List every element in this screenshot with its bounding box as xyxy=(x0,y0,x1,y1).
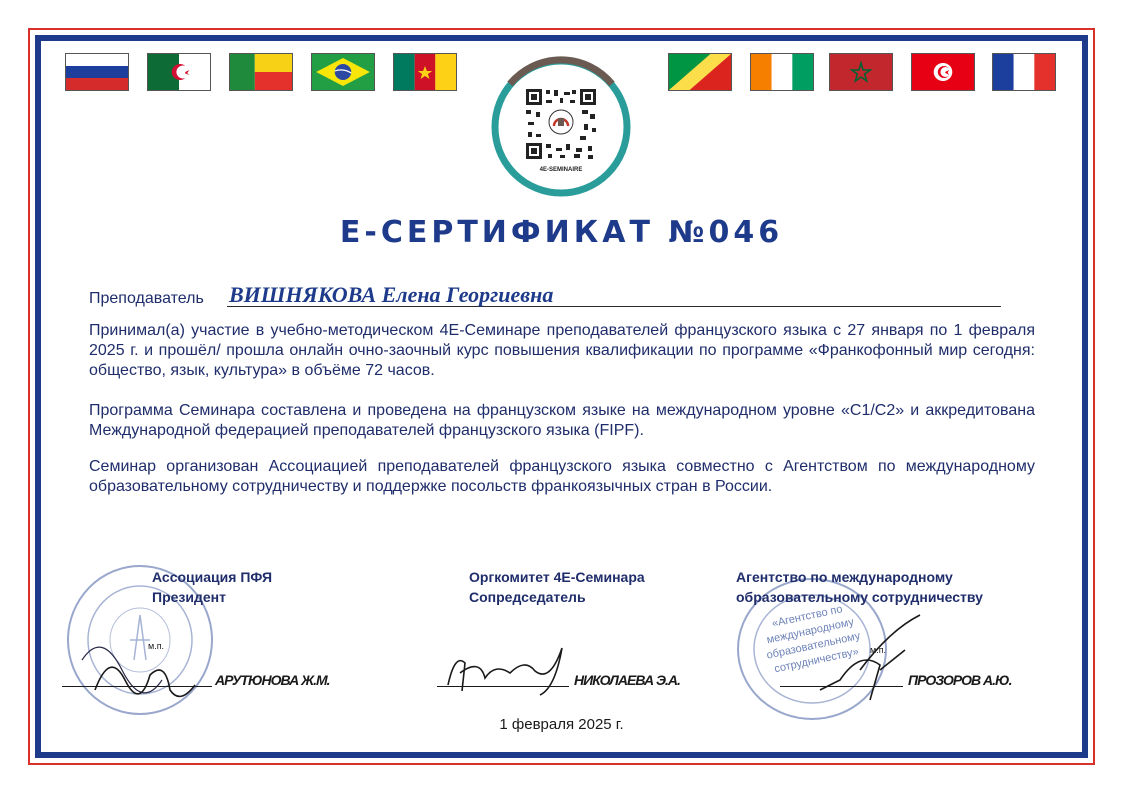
tunisia-flag-icon xyxy=(911,53,975,91)
france-flag-icon xyxy=(992,53,1056,91)
morocco-flag-icon xyxy=(829,53,893,91)
issue-date: 1 февраля 2025 г. xyxy=(499,716,624,733)
benin-flag-icon xyxy=(229,53,293,91)
signatory-3-seal-mark: м.п. xyxy=(870,645,887,655)
paragraph-organizers: Семинар организован Ассоциацией преподавателей французского языка совместно с Агентством по международному образовательному сотрудничеству и поддержке посольств франкоязычных стран в России. xyxy=(89,458,1035,495)
teacher-name: ВИШНЯКОВА Елена Георгиевна xyxy=(229,282,554,307)
signatory-3-org: Агентство по международному xyxy=(736,569,953,585)
ivory-coast-flag-icon xyxy=(750,53,814,91)
paragraph-program: Программа Семинара составлена и проведена на французском языке на международном уровне «С1/С2» и аккредитована Международной федерацией преподавателей французского языка (FIPF). xyxy=(89,402,1035,439)
signatory-2-signature xyxy=(440,633,570,703)
certificate-title: Е-СЕРТИФИКАТ №046 xyxy=(339,215,784,250)
paragraph-participation: Принимал(а) участие в учебно-методическом 4Е-Семинаре преподавателей французского языка с 27 января по 1 февраля 2025 г. и прошёл/ прошла онлайн очно-заочный курс повышения квалификации по программе «Франкофонный мир сегодня: общество, язык, культура» в объёме 72 часов. xyxy=(89,322,1035,379)
signatory-2-org: Оргкомитет 4Е-Семинара xyxy=(469,569,645,585)
brazil-flag-icon xyxy=(311,53,375,91)
seminar-logo xyxy=(490,56,632,198)
signatory-1-title xyxy=(152,567,272,607)
algeria-flag-icon xyxy=(147,53,211,91)
signatory-1-org: Ассоциация ПФЯ xyxy=(152,569,273,585)
signatory-2-title xyxy=(469,567,645,607)
teacher-row xyxy=(89,282,1001,310)
signatory-1-role: Президент xyxy=(152,589,226,605)
agency-stamp-text: «Агентство по международному образовательному сотрудничеству» xyxy=(765,603,862,676)
signatory-2-role: Сопредседатель xyxy=(469,589,586,605)
teacher-label: Преподаватель xyxy=(89,290,204,307)
cameroon-flag-icon xyxy=(393,53,457,91)
russia-flag-icon xyxy=(65,53,129,91)
signatory-3-title xyxy=(736,567,983,607)
logo-caption: 4E-SEMINAIRE xyxy=(539,167,583,173)
signatory-3-role: образовательному сотрудничеству xyxy=(736,589,983,605)
signatory-2-name: НИКОЛАЕВА Э.А. xyxy=(574,672,680,688)
signatory-1-signature xyxy=(90,640,200,710)
signatory-3-name: ПРОЗОРОВ А.Ю. xyxy=(908,672,1012,688)
congo-flag-icon xyxy=(668,53,732,91)
signatory-1-seal-mark: м.п. xyxy=(148,641,165,651)
signatory-1-name: АРУТЮНОВА Ж.М. xyxy=(215,672,330,688)
signatory-3-signature xyxy=(810,610,930,710)
